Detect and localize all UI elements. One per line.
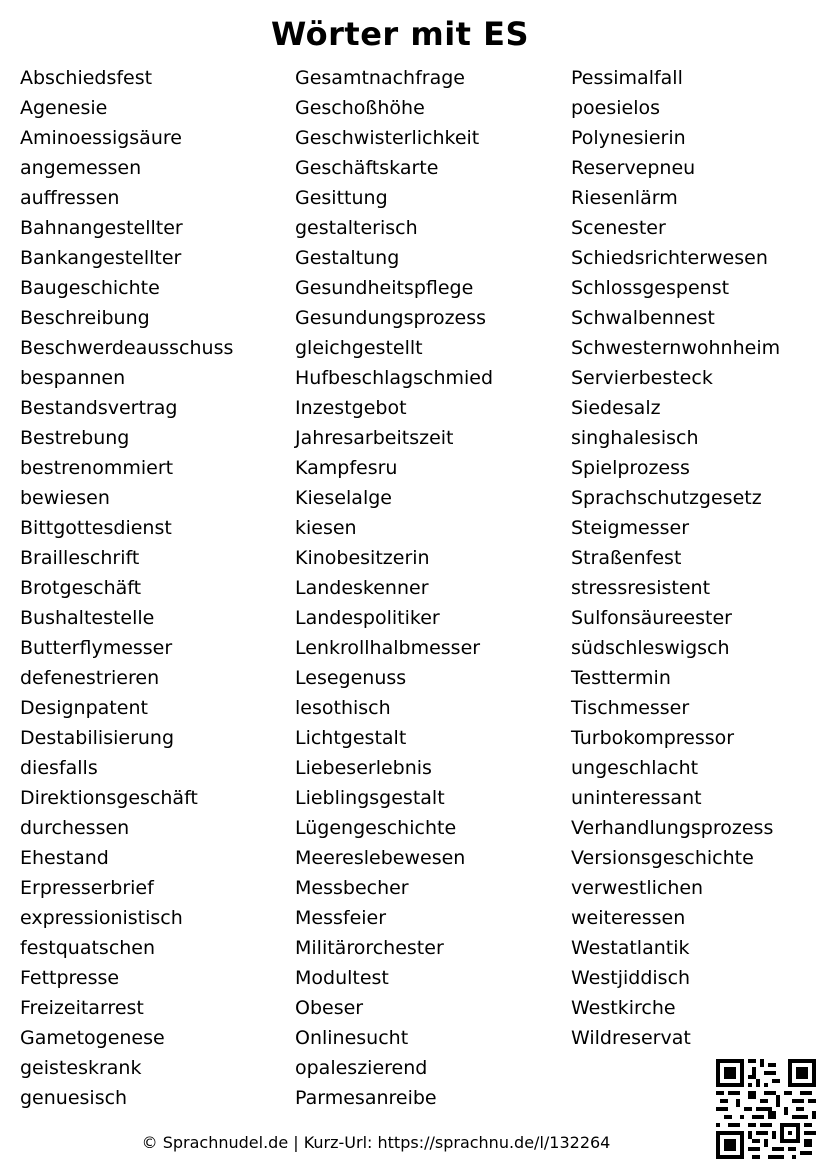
word-item: Westatlantik <box>571 937 690 959</box>
word-item: Agenesie <box>20 97 108 119</box>
word-item: Servierbesteck <box>571 367 713 389</box>
word-item: Brotgeschäft <box>20 577 142 599</box>
word-item: kiesen <box>295 517 357 539</box>
word-item: Gesittung <box>295 187 388 209</box>
word-item: Messfeier <box>295 907 387 929</box>
word-item: Militärorchester <box>295 937 444 959</box>
word-item: Turbokompressor <box>571 727 735 749</box>
word-item: Schwesternwohnheim <box>571 337 781 359</box>
word-item: Reservepneu <box>571 157 696 179</box>
word-item: bespannen <box>20 367 126 389</box>
word-item: gestalterisch <box>295 217 418 239</box>
word-item: Steigmesser <box>571 517 690 539</box>
word-item: Siedesalz <box>571 397 661 419</box>
word-item: Pessimalfall <box>571 67 683 89</box>
word-item: poesielos <box>571 97 661 119</box>
word-item: auffressen <box>20 187 120 209</box>
word-item: Lichtgestalt <box>295 727 407 749</box>
word-column-3 <box>571 63 780 1053</box>
word-item: Bestandsvertrag <box>20 397 178 419</box>
word-item: Schiedsrichterwesen <box>571 247 768 269</box>
word-item: Bahnangestellter <box>20 217 183 239</box>
word-item: Freizeitarrest <box>20 997 144 1019</box>
word-item: Landespolitiker <box>295 607 440 629</box>
word-item: genuesisch <box>20 1087 128 1109</box>
word-item: Liebeserlebnis <box>295 757 432 779</box>
page-title: Wörter mit ES <box>271 15 529 53</box>
word-item: Kinobesitzerin <box>295 547 430 569</box>
word-item: südschleswigsch <box>571 637 730 659</box>
word-item: gleichgestellt <box>295 337 423 359</box>
word-item: singhalesisch <box>571 427 699 449</box>
word-item: Kampfesru <box>295 457 398 479</box>
word-item: Brailleschrift <box>20 547 140 569</box>
word-item: Bushaltestelle <box>20 607 155 629</box>
word-item: Bittgottesdienst <box>20 517 172 539</box>
word-item: Geschoßhöhe <box>295 97 425 119</box>
word-item: durchessen <box>20 817 130 839</box>
word-item: Versionsgeschichte <box>571 847 754 869</box>
word-item: Baugeschichte <box>20 277 160 299</box>
word-item: uninteressant <box>571 787 702 809</box>
word-item: Lieblingsgestalt <box>295 787 445 809</box>
word-item: verwestlichen <box>571 877 704 899</box>
word-item: Fettpresse <box>20 967 120 989</box>
word-item: Erpresserbrief <box>20 877 154 899</box>
word-item: Westkirche <box>571 997 676 1019</box>
word-item: Meereslebewesen <box>295 847 466 869</box>
word-item: Tischmesser <box>571 697 690 719</box>
word-item: Butterflymesser <box>20 637 173 659</box>
word-item: opaleszierend <box>295 1057 428 1079</box>
word-item: Lesegenuss <box>295 667 407 689</box>
word-column-1 <box>20 63 233 1113</box>
word-item: Aminoessigsäure <box>20 127 182 149</box>
word-item: Modultest <box>295 967 389 989</box>
word-item: Abschiedsfest <box>20 67 153 89</box>
word-item: Riesenlärm <box>571 187 678 209</box>
word-item: Messbecher <box>295 877 409 899</box>
word-item: Gesamtnachfrage <box>295 67 465 89</box>
word-item: Geschwisterlichkeit <box>295 127 480 149</box>
word-item: Jahresarbeitszeit <box>295 427 454 449</box>
word-item: Verhandlungsprozess <box>571 817 774 839</box>
word-item: geisteskrank <box>20 1057 142 1079</box>
word-item: Gestaltung <box>295 247 400 269</box>
word-item: bewiesen <box>20 487 110 509</box>
word-item: Landeskenner <box>295 577 429 599</box>
word-item: lesothisch <box>295 697 391 719</box>
word-item: Onlinesucht <box>295 1027 409 1049</box>
word-item: Sprachschutzgesetz <box>571 487 762 509</box>
word-item: Hufbeschlagschmied <box>295 367 494 389</box>
word-item: Spielprozess <box>571 457 690 479</box>
word-item: Bestrebung <box>20 427 130 449</box>
word-item: defenestrieren <box>20 667 160 689</box>
word-column-2 <box>295 63 493 1113</box>
word-item: Bankangestellter <box>20 247 182 269</box>
word-item: Lügengeschichte <box>295 817 457 839</box>
word-item: Schwalbennest <box>571 307 715 329</box>
word-item: Polynesierin <box>571 127 686 149</box>
word-item: Direktionsgeschäft <box>20 787 198 809</box>
word-item: Geschäftskarte <box>295 157 439 179</box>
word-item: ungeschlacht <box>571 757 699 779</box>
word-item: Beschwerdeausschuss <box>20 337 234 359</box>
word-item: Ehestand <box>20 847 109 869</box>
word-item: diesfalls <box>20 757 98 779</box>
word-item: Testtermin <box>571 667 671 689</box>
word-item: bestrenommiert <box>20 457 174 479</box>
word-item: Straßenfest <box>571 547 682 569</box>
word-item: stressresistent <box>571 577 711 599</box>
word-item: festquatschen <box>20 937 156 959</box>
word-item: Wildreservat <box>571 1027 691 1049</box>
word-item: Gametogenese <box>20 1027 165 1049</box>
word-item: Scenester <box>571 217 666 239</box>
qr-code-icon <box>716 1059 816 1159</box>
word-item: Gesundheitspflege <box>295 277 474 299</box>
word-item: Lenkrollhalbmesser <box>295 637 481 659</box>
word-item: Beschreibung <box>20 307 150 329</box>
footer-credit: © Sprachnudel.de | Kurz-Url: https://sprachnu.de/l/132264 <box>141 1133 611 1152</box>
word-item: Designpatent <box>20 697 148 719</box>
word-item: Obeser <box>295 997 364 1019</box>
word-item: expressionistisch <box>20 907 183 929</box>
word-item: weiteressen <box>571 907 686 929</box>
word-item: Parmesanreibe <box>295 1087 437 1109</box>
word-item: Destabilisierung <box>20 727 175 749</box>
word-item: Inzestgebot <box>295 397 407 419</box>
word-item: Westjiddisch <box>571 967 691 989</box>
word-item: Gesundungsprozess <box>295 307 487 329</box>
word-item: Kieselalge <box>295 487 392 509</box>
word-item: Sulfonsäureester <box>571 607 732 629</box>
word-item: angemessen <box>20 157 142 179</box>
word-item: Schlossgespenst <box>571 277 730 299</box>
